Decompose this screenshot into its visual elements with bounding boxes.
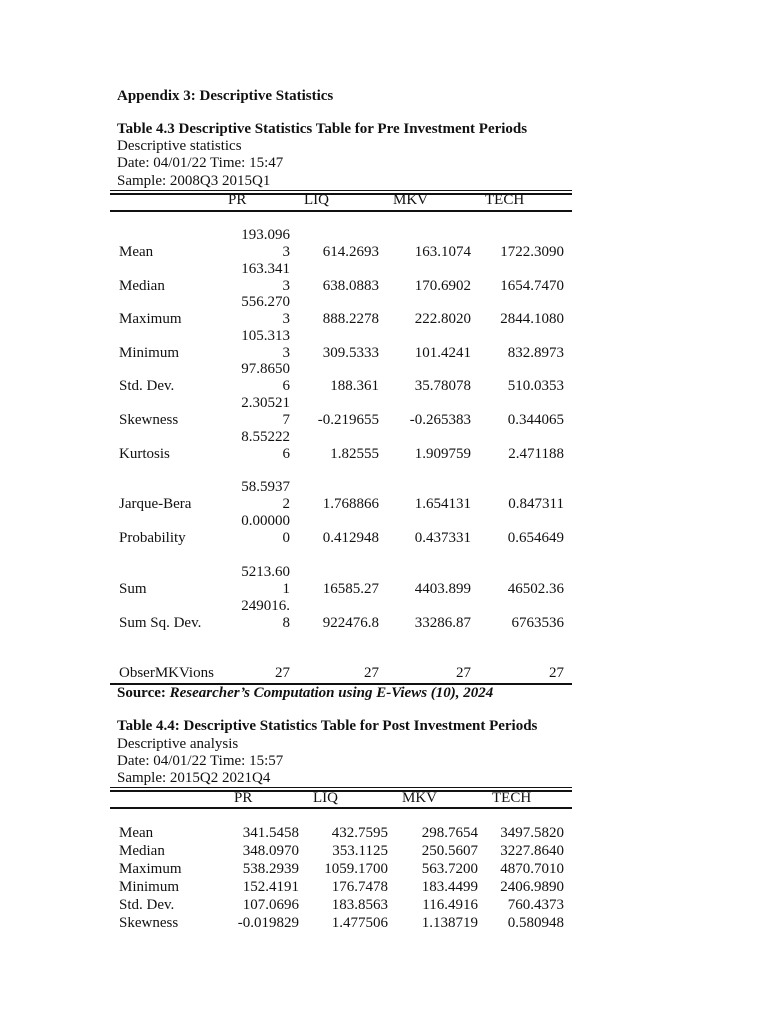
table2-header-liq: LIQ	[313, 790, 338, 806]
cell-liq: 27	[364, 665, 379, 681]
row-label: Kurtosis	[119, 446, 170, 462]
cell-tech: 0.344065	[507, 412, 564, 428]
cell-pr: 5213.601	[241, 564, 290, 597]
cell-pr: 8.552226	[241, 429, 290, 462]
cell-mkv: 183.4499	[421, 879, 478, 895]
source-text: Researcher’s Computation using E-Views (10), 2024	[169, 685, 494, 701]
cell-liq: 1.82555	[330, 446, 379, 462]
cell-mkv: 563.7200	[421, 861, 478, 877]
cell-tech: 832.8973	[507, 345, 564, 361]
table2-header-rule	[110, 807, 572, 809]
cell-mkv: -0.265383	[409, 412, 471, 428]
row-label: Skewness	[119, 412, 179, 428]
cell-pr: 163.3413	[241, 261, 290, 294]
cell-liq: 1.477506	[331, 915, 388, 931]
row-label: Sum Sq. Dev.	[119, 615, 202, 631]
cell-liq: 0.412948	[322, 530, 379, 546]
cell-tech: 3227.8640	[500, 843, 564, 859]
row-label: Skewness	[119, 915, 179, 931]
cell-mkv: 222.8020	[414, 311, 471, 327]
cell-tech: 6763536	[511, 615, 564, 631]
cell-pr: 107.0696	[242, 897, 299, 913]
cell-liq: 1.768866	[322, 496, 379, 512]
cell-tech: 4870.7010	[500, 861, 564, 877]
cell-mkv: 1.909759	[414, 446, 471, 462]
row-label: Probability	[119, 530, 186, 546]
cell-liq: 183.8563	[331, 897, 388, 913]
row-label: Sum	[119, 581, 147, 597]
cell-tech: 760.4373	[507, 897, 564, 913]
cell-liq: 176.7478	[331, 879, 388, 895]
cell-mkv: 101.4241	[414, 345, 471, 361]
table1-title: Table 4.3 Descriptive Statistics Table for Pre Investment Periods	[117, 121, 528, 137]
cell-pr: 2.305217	[241, 395, 290, 428]
cell-tech: 0.580948	[507, 915, 564, 931]
cell-pr: 27	[275, 665, 290, 681]
cell-pr: 341.5458	[242, 825, 299, 841]
cell-liq: 188.361	[330, 378, 379, 394]
cell-tech: 2406.9890	[500, 879, 564, 895]
cell-liq: 309.5333	[322, 345, 379, 361]
cell-liq: 432.7595	[331, 825, 388, 841]
table1-top-rule	[110, 190, 572, 191]
appendix-title: Appendix 3: Descriptive Statistics	[117, 88, 334, 104]
cell-liq: 922476.8	[322, 615, 379, 631]
row-label: Mean	[119, 825, 154, 841]
cell-pr: 348.0970	[242, 843, 299, 859]
cell-mkv: 116.4916	[422, 897, 478, 913]
cell-tech: 0.847311	[508, 496, 564, 512]
cell-pr: 249016.8	[241, 598, 290, 631]
table1-header-pr: PR	[228, 192, 247, 208]
row-label: Jarque-Bera	[119, 496, 192, 512]
table1-header-rule	[110, 210, 572, 212]
cell-pr: 193.0963	[241, 227, 290, 260]
table1-subtitle: Descriptive statistics	[117, 138, 242, 154]
cell-mkv: 163.1074	[414, 244, 471, 260]
cell-mkv: 170.6902	[414, 278, 471, 294]
table2-title: Table 4.4: Descriptive Statistics Table for Post Investment Periods	[117, 718, 538, 734]
table2-date: Date: 04/01/22 Time: 15:57	[117, 753, 284, 769]
cell-liq: 888.2278	[322, 311, 379, 327]
table2-header-tech: TECH	[492, 790, 532, 806]
table1-sample: Sample: 2008Q3 2015Q1	[117, 173, 271, 189]
table1-date: Date: 04/01/22 Time: 15:47	[117, 155, 284, 171]
table2-header-mkv: MKV	[402, 790, 438, 806]
cell-liq: 1059.1700	[324, 861, 388, 877]
cell-mkv: 1.138719	[421, 915, 478, 931]
cell-pr: 105.3133	[241, 328, 290, 361]
row-label: Median	[119, 278, 165, 294]
cell-mkv: 35.78078	[414, 378, 471, 394]
row-label: Maximum	[119, 311, 182, 327]
cell-tech: 1722.3090	[500, 244, 564, 260]
cell-pr: 556.2703	[241, 294, 290, 327]
cell-liq: 638.0883	[322, 278, 379, 294]
table1-source	[117, 685, 493, 702]
row-label: Mean	[119, 244, 154, 260]
cell-tech: 3497.5820	[500, 825, 564, 841]
row-label: Minimum	[119, 345, 180, 361]
cell-mkv: 0.437331	[414, 530, 471, 546]
row-label: ObserMKVions	[119, 665, 214, 681]
table2-top-rule	[110, 787, 572, 788]
cell-tech: 2.471188	[508, 446, 564, 462]
cell-tech: 27	[549, 665, 564, 681]
cell-pr: -0.019829	[237, 915, 299, 931]
cell-tech: 0.654649	[507, 530, 564, 546]
cell-mkv: 1.654131	[414, 496, 471, 512]
table2-sample: Sample: 2015Q2 2021Q4	[117, 770, 271, 786]
cell-mkv: 27	[456, 665, 471, 681]
row-label: Minimum	[119, 879, 180, 895]
cell-tech: 1654.7470	[500, 278, 564, 294]
cell-pr: 538.2939	[242, 861, 299, 877]
cell-mkv: 4403.899	[414, 581, 471, 597]
cell-tech: 2844.1080	[500, 311, 564, 327]
cell-pr: 97.86506	[241, 361, 290, 394]
table1-header-mkv: MKV	[393, 192, 429, 208]
table2-header-pr: PR	[234, 790, 253, 806]
row-label: Std. Dev.	[119, 897, 175, 913]
cell-liq: -0.219655	[317, 412, 379, 428]
cell-pr: 58.59372	[241, 479, 290, 512]
cell-liq: 16585.27	[322, 581, 379, 597]
cell-mkv: 298.7654	[421, 825, 478, 841]
cell-mkv: 250.5607	[421, 843, 478, 859]
cell-tech: 510.0353	[507, 378, 564, 394]
cell-tech: 46502.36	[507, 581, 564, 597]
cell-pr: 0.000000	[241, 513, 290, 546]
table1-header-liq: LIQ	[304, 192, 329, 208]
cell-pr: 152.4191	[242, 879, 299, 895]
row-label: Maximum	[119, 861, 182, 877]
table1-header-tech: TECH	[485, 192, 525, 208]
row-label: Std. Dev.	[119, 378, 175, 394]
cell-liq: 614.2693	[322, 244, 379, 260]
source-label: Source:	[117, 685, 166, 701]
table2-subtitle: Descriptive analysis	[117, 736, 239, 752]
cell-mkv: 33286.87	[414, 615, 471, 631]
row-label: Median	[119, 843, 165, 859]
cell-liq: 353.1125	[332, 843, 388, 859]
